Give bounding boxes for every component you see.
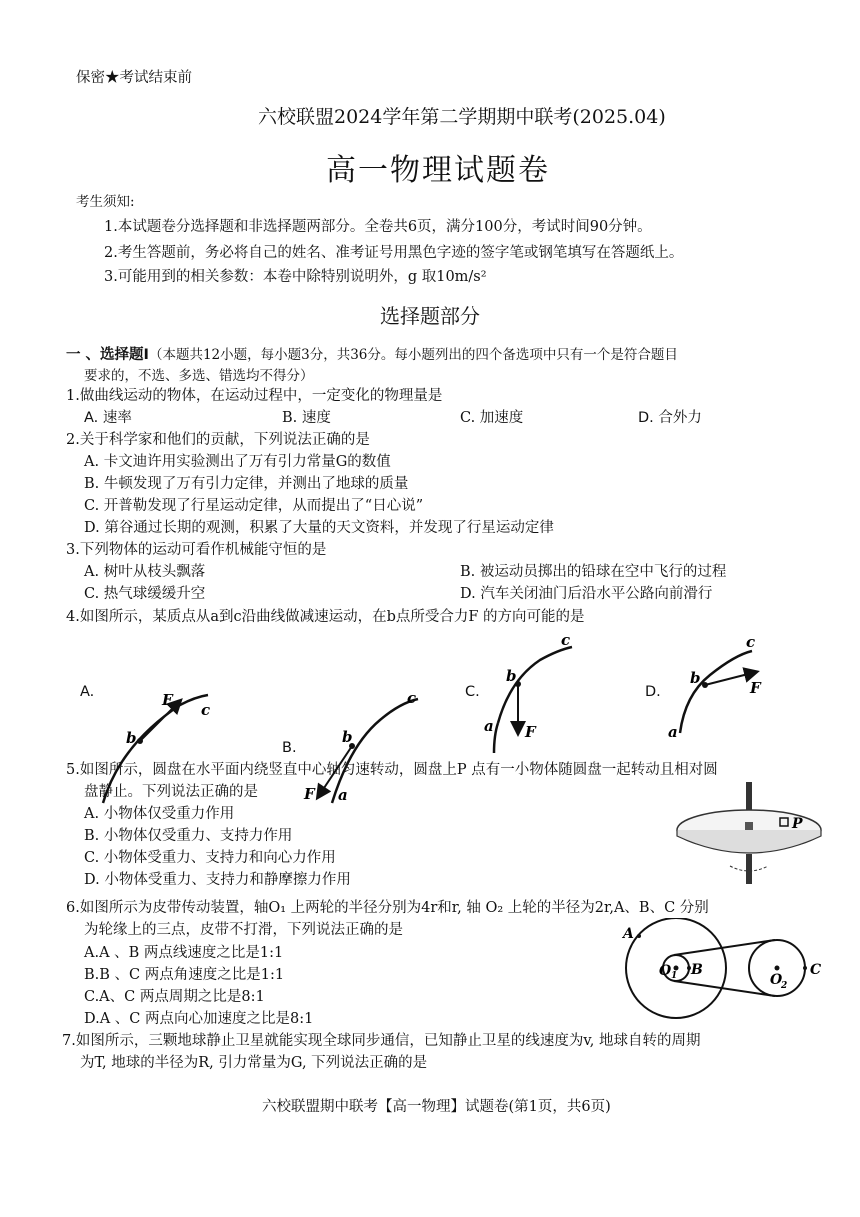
svg-text:a: a xyxy=(668,723,678,741)
part-label: 一 、选择题Ⅰ xyxy=(66,347,149,363)
option-b: B. 牛顿发现了万有引力定律，并测出了地球的质量 xyxy=(84,476,409,492)
rotating-disk-figure xyxy=(672,778,832,888)
svg-text:O: O xyxy=(770,972,783,988)
part-description: （本题共12小题，每小题3分，共36分。每小题列出的四个备选项中只有一个是符合题目 xyxy=(148,347,678,363)
exam-name: 六校联盟2024学年第二学期期中联考(2025.04) xyxy=(258,106,666,128)
option-b: B. 速度 xyxy=(282,410,331,426)
svg-text:a: a xyxy=(484,717,494,735)
svg-text:b: b xyxy=(342,728,353,746)
option-b-label: B. xyxy=(282,740,297,756)
option-c-label: C. xyxy=(465,684,480,700)
svg-text:P: P xyxy=(792,816,803,832)
option-a: A. 卡文迪许用实验测出了万有引力常量G的数值 xyxy=(84,454,391,470)
svg-text:C: C xyxy=(810,962,822,978)
figure-option-d xyxy=(668,633,762,741)
option-b: B.B 、C 两点角速度之比是1:1 xyxy=(84,967,285,983)
confidential-note: 保密★考试结束前 xyxy=(76,70,192,86)
question-stem: 6.如图所示为皮带传动装置，轴O₁ 上两轮的半径分别为4r和r, 轴 O₂ 上轮的半径为2r,A、B、C 分别 xyxy=(66,900,709,916)
figure-option-b xyxy=(303,689,418,804)
option-b: B. 被运动员掷出的铅球在空中飞行的过程 xyxy=(460,564,727,580)
question-stem: 5.如图所示，圆盘在水平面内绕竖直中心轴匀速转动，圆盘上P 点有一小物体随圆盘一起转动且相对圆 xyxy=(66,762,718,778)
question-stem: 3.下列物体的运动可看作机械能守恒的是 xyxy=(66,542,327,558)
svg-text:c: c xyxy=(561,631,571,649)
svg-text:1: 1 xyxy=(671,971,678,981)
question-stem: 2.关于科学家和他们的贡献，下列说法正确的是 xyxy=(66,432,370,448)
question-stem-cont: 盘静止。下列说法正确的是 xyxy=(84,784,258,800)
option-d: D. 汽车关闭油门后沿水平公路向前滑行 xyxy=(460,586,713,602)
svg-text:B: B xyxy=(691,962,703,978)
svg-text:F: F xyxy=(304,785,315,803)
option-c: C. 热气球缓缓升空 xyxy=(84,586,206,602)
question-stem-cont: 为轮缘上的三点，皮带不打滑，下列说法正确的是 xyxy=(84,922,403,938)
part-description-2: 要求的，不选、多选、错选均不得分） xyxy=(84,368,314,384)
svg-text:F: F xyxy=(525,723,536,741)
svg-text:A: A xyxy=(623,926,634,942)
option-d: D. 第谷通过长期的观测，积累了大量的天文资料，并发现了行星运动定律 xyxy=(84,520,554,536)
notice-item: 2.考生答题前，务必将自己的姓名、准考证号用黑色字迹的签字笔或钢笔填写在答题纸上。 xyxy=(104,245,684,261)
question-stem: 1.做曲线运动的物体，在运动过程中，一定变化的物理量是 xyxy=(66,388,443,404)
svg-text:b: b xyxy=(690,669,701,687)
option-a: A. 小物体仅受重力作用 xyxy=(84,806,235,822)
option-a: A. 速率 xyxy=(84,410,132,426)
section-title: 选择题部分 xyxy=(380,304,480,328)
svg-text:b: b xyxy=(506,667,517,685)
option-a: A.A 、B 两点线速度之比是1:1 xyxy=(84,945,284,961)
question-stem: 4.如图所示，某质点从a到c沿曲线做减速运动，在b点所受合力F 的方向可能的是 xyxy=(66,609,585,625)
option-a: A. 树叶从枝头飘落 xyxy=(84,564,206,580)
svg-text:O: O xyxy=(659,963,672,979)
belt-drive-figure xyxy=(615,918,840,1028)
option-b: B. 小物体仅受重力、支持力作用 xyxy=(84,828,293,844)
figure-option-c xyxy=(484,631,572,753)
option-c: C. 加速度 xyxy=(460,410,524,426)
notice-item: 3.可能用到的相关参数：本卷中除特别说明外，g 取10m/s² xyxy=(104,269,487,285)
svg-text:F: F xyxy=(750,679,761,697)
svg-text:a: a xyxy=(338,786,348,804)
option-c: C. 开普勒发现了行星运动定律，从而提出了“日心说” xyxy=(84,498,424,514)
option-a-label: A. xyxy=(80,684,95,700)
option-c: C.A、C 两点周期之比是8:1 xyxy=(84,989,265,1005)
question-stem: 7.如图所示，三颗地球静止卫星就能实现全球同步通信，已知静止卫星的线速度为v, 地球自转的周期 xyxy=(62,1033,701,1049)
svg-text:c: c xyxy=(407,689,417,707)
svg-text:c: c xyxy=(201,701,211,719)
notice-heading: 考生须知: xyxy=(76,194,135,210)
option-d: D. 小物体受重力、支持力和静摩擦力作用 xyxy=(84,872,351,888)
page-title: 高一物理试题卷 xyxy=(326,153,550,188)
page-footer: 六校联盟期中联考【高一物理】试题卷(第1页，共6页) xyxy=(262,1099,611,1115)
notice-item: 1.本试题卷分选择题和非选择题两部分。全卷共6页，满分100分，考试时间90分钟。 xyxy=(104,219,652,235)
svg-text:b: b xyxy=(126,729,137,747)
svg-text:F: F xyxy=(162,691,173,709)
question-stem-cont: 为T, 地球的半径为R, 引力常量为G, 下列说法正确的是 xyxy=(80,1055,428,1071)
option-c: C. 小物体受重力、支持力和向心力作用 xyxy=(84,850,336,866)
option-d: D. 合外力 xyxy=(638,410,702,426)
svg-text:c: c xyxy=(746,633,756,651)
option-d-label: D. xyxy=(645,684,661,700)
svg-text:2: 2 xyxy=(781,981,788,991)
option-d: D.A 、C 两点向心加速度之比是8:1 xyxy=(84,1011,314,1027)
